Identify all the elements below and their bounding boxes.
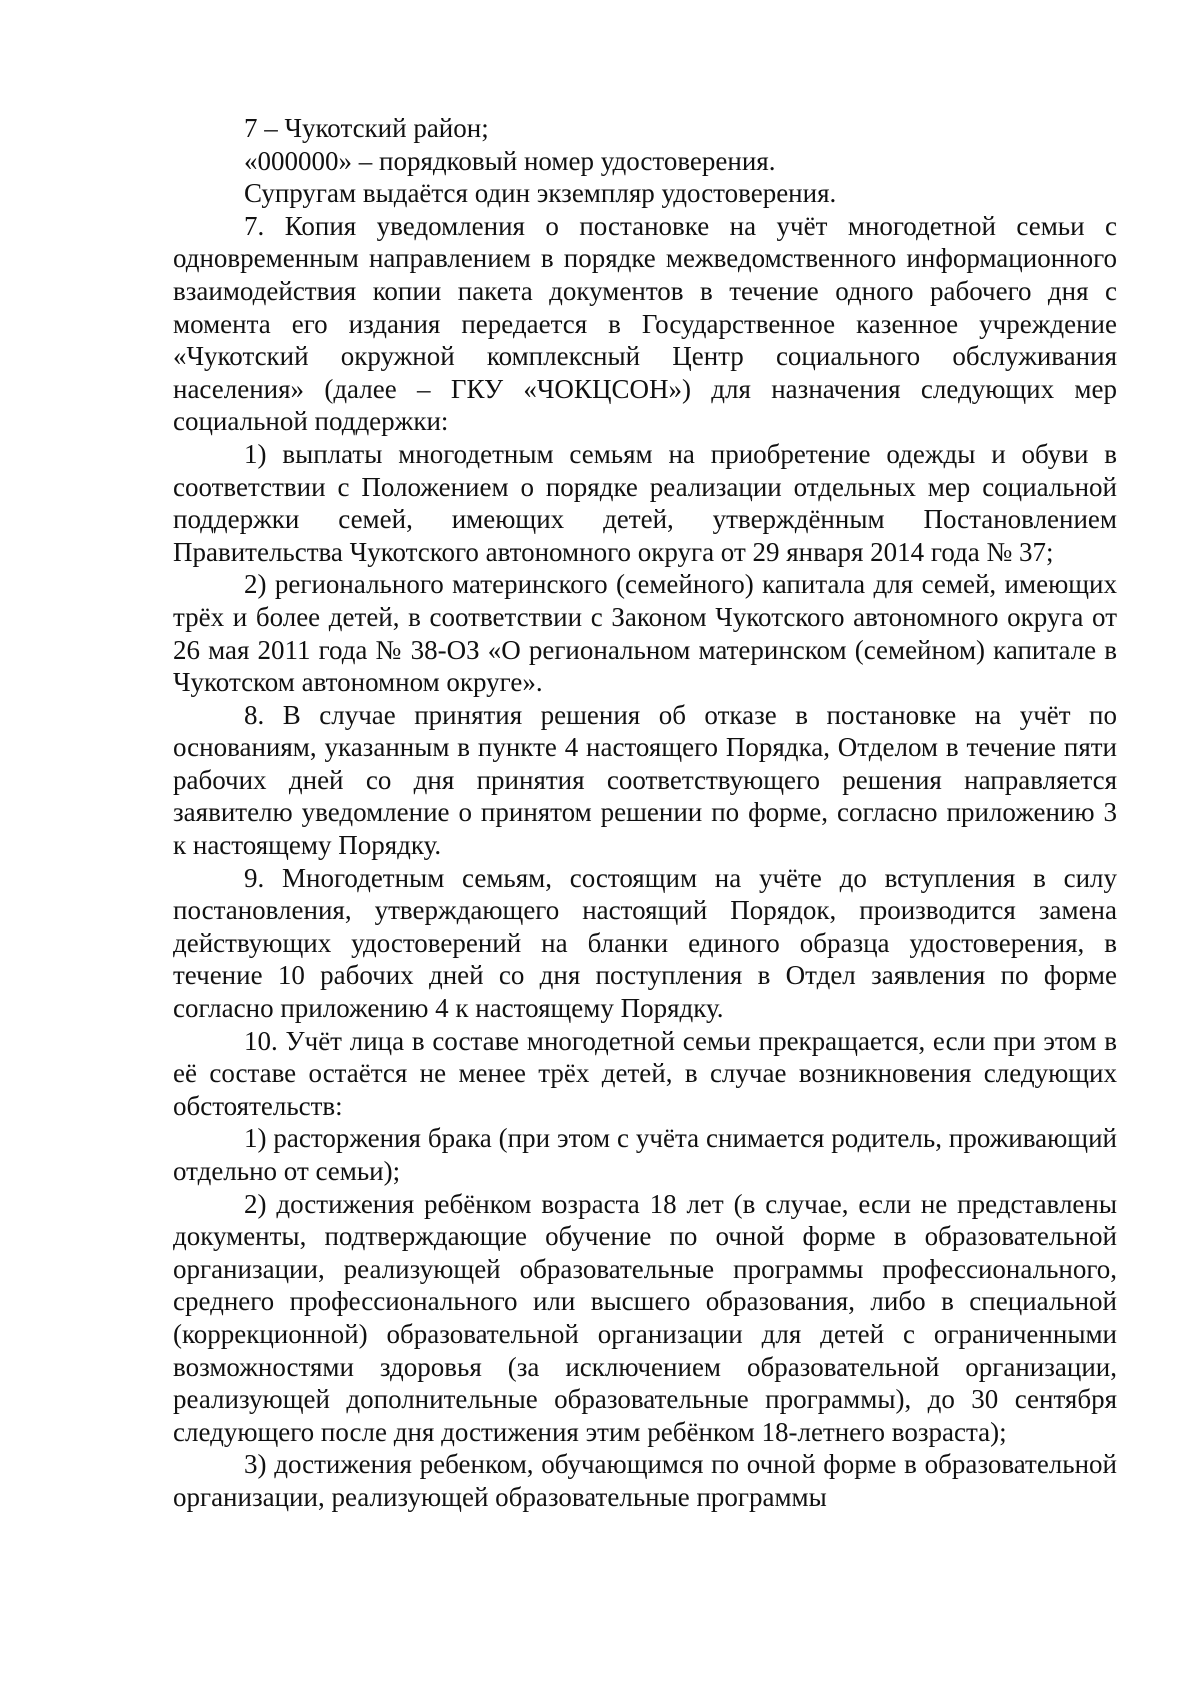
- paragraph-item-9: 9. Многодетным семьям, состоящим на учёте до вступления в силу постановления, утверждающего настоящий Порядок, производится замена действующих удостоверений на бланки единого образца удостоверения, в течение 10 рабочих дней со дня поступления в Отдел заявления по форме согласно приложению 4 к настоящему Порядку.: [173, 862, 1117, 1024]
- paragraph-item-7-1: 1) выплаты многодетным семьям на приобретение одежды и обуви в соответствии с Положением о порядке реализации отдельных мер социальной поддержки семей, имеющих детей, утверждённым Постановлением Правительства Чукотского автономного округа от 29 января 2014 года № 37;: [173, 438, 1117, 567]
- paragraph-item-7-2: 2) регионального материнского (семейного) капитала для семей, имеющих трёх и более детей, в соответствии с Законом Чукотского автономного округа от 26 мая 2011 года № 38-ОЗ «О региональном материнском (семейном) капитале в Чукотском автономном округе».: [173, 569, 1117, 698]
- paragraph-item-10-3: 3) достижения ребенком, обучающимся по очной форме в образовательной организации, реализующей образовательные программы: [173, 1449, 1117, 1512]
- paragraph-item-8: 8. В случае принятия решения об отказе в постановке на учёт по основаниям, указанным в пункте 4 настоящего Порядка, Отделом в течение пяти рабочих дней со дня принятия соответствующего решения направляется заявителю уведомление о принятом решении по форме, согласно приложению 3 к настоящему Порядку.: [173, 699, 1117, 861]
- paragraph-item-10-1: 1) расторжения брака (при этом с учёта снимается родитель, проживающий отдельно от семьи);: [173, 1123, 1117, 1186]
- paragraph-district-code: 7 – Чукотский район;: [244, 113, 489, 143]
- document-body: [173, 112, 1117, 1514]
- paragraph-serial-number: «000000» – порядковый номер удостоверения.: [244, 145, 776, 176]
- paragraph-item-10-2: 2) достижения ребёнком возраста 18 лет (в случае, если не представлены документы, подтверждающие обучение по очной форме в образовательной организации, реализующей образовательные программы профессионального, среднего профессионального или высшего образования, либо в специальной (коррекционной) образовательной организации для детей с ограниченными возможностями здоровья (за исключением образовательной организации, реализующей дополнительные образовательные программы), до 30 сентября следующего после дня достижения этим ребёнком 18-летнего возраста);: [173, 1188, 1117, 1447]
- paragraph-item-7: 7. Копия уведомления о постановке на учёт многодетной семьи с одновременным направлением в порядке межведомственного информационного взаимодействия копии пакета документов в течение одного рабочего дня с момента его издания передается в Государственное казенное учреждение «Чукотский окружной комплексный Центр социального обслуживания населения» (далее – ГКУ «ЧОКЦСОН») для назначения следующих мер социальной поддержки:: [173, 210, 1117, 437]
- paragraph-item-10: 10. Учёт лица в составе многодетной семьи прекращается, если при этом в её составе остаётся не менее трёх детей, в случае возникновения следующих обстоятельств:: [173, 1025, 1117, 1121]
- paragraph-spouses-copy: Супругам выдаётся один экземпляр удостоверения.: [244, 178, 837, 209]
